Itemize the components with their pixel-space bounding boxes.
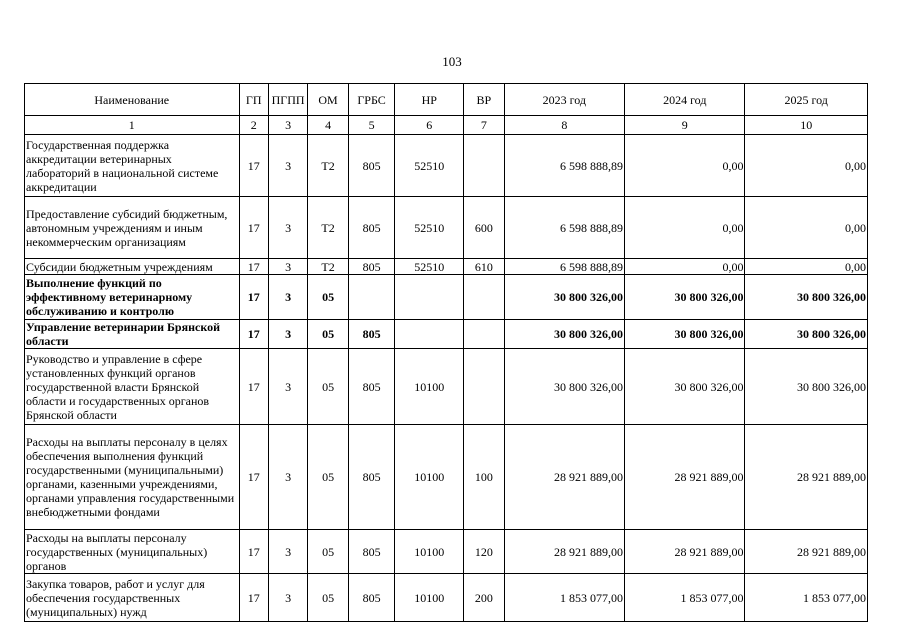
amount-2023: 6 598 888,89: [504, 135, 624, 197]
amount-2024: 30 800 326,00: [625, 320, 745, 349]
header-row: [25, 84, 868, 116]
item-name: Закупка товаров, работ и услуг для обеспечения государственных (муниципальных) нужд: [25, 574, 240, 622]
vr-code: 200: [464, 574, 504, 622]
amount-2025: 0,00: [745, 135, 868, 197]
om-code: 05: [308, 574, 348, 622]
column-number: 1: [25, 116, 240, 135]
om-code: Т2: [308, 197, 348, 259]
nr-code: 52510: [395, 197, 464, 259]
grbs-code: 805: [348, 530, 395, 574]
item-name: Управление ветеринарии Брянской области: [25, 320, 240, 349]
table-body: [25, 135, 868, 622]
amount-2025: 0,00: [745, 197, 868, 259]
header-cell: Наименование: [25, 84, 240, 116]
nr-code: 52510: [395, 135, 464, 197]
amount-2025: 30 800 326,00: [745, 275, 868, 320]
amount-2025: 1 853 077,00: [745, 574, 868, 622]
grbs-code: 805: [348, 320, 395, 349]
table-row: [25, 275, 868, 320]
header-cell: ВР: [464, 84, 504, 116]
grbs-code: 805: [348, 197, 395, 259]
om-code: 05: [308, 530, 348, 574]
table-row: [25, 574, 868, 622]
amount-2024: 0,00: [625, 197, 745, 259]
grbs-code: 805: [348, 425, 395, 530]
vr-code: [464, 320, 504, 349]
table-row: [25, 320, 868, 349]
pgp-code: 3: [268, 135, 307, 197]
column-number: 6: [395, 116, 464, 135]
gp-code: 17: [239, 259, 268, 275]
gp-code: 17: [239, 275, 268, 320]
grbs-code: 805: [348, 259, 395, 275]
budget-table: [24, 83, 868, 622]
item-name: Расходы на выплаты персоналу государственных (муниципальных) органов: [25, 530, 240, 574]
amount-2023: 6 598 888,89: [504, 197, 624, 259]
nr-code: 52510: [395, 259, 464, 275]
nr-code: 10100: [395, 425, 464, 530]
amount-2023: 6 598 888,89: [504, 259, 624, 275]
pgp-code: 3: [268, 349, 307, 425]
om-code: 05: [308, 425, 348, 530]
gp-code: 17: [239, 574, 268, 622]
vr-code: 120: [464, 530, 504, 574]
amount-2024: 28 921 889,00: [625, 425, 745, 530]
pgp-code: 3: [268, 320, 307, 349]
om-code: 05: [308, 275, 348, 320]
om-code: Т2: [308, 135, 348, 197]
amount-2023: 30 800 326,00: [504, 275, 624, 320]
amount-2025: 28 921 889,00: [745, 530, 868, 574]
item-name: Выполнение функций по эффективному ветеринарному обслуживанию и контролю: [25, 275, 240, 320]
header-cell: 2025 год: [745, 84, 868, 116]
header-cell: ГП: [239, 84, 268, 116]
item-name: Субсидии бюджетным учреждениям: [25, 259, 240, 275]
amount-2024: 0,00: [625, 259, 745, 275]
header-cell: НР: [395, 84, 464, 116]
item-name: Государственная поддержка аккредитации ветеринарных лабораторий в национальной системе аккредитации: [25, 135, 240, 197]
column-number: 10: [745, 116, 868, 135]
nr-code: 10100: [395, 349, 464, 425]
pgp-code: 3: [268, 574, 307, 622]
om-code: 05: [308, 320, 348, 349]
table-row: [25, 530, 868, 574]
amount-2025: 28 921 889,00: [745, 425, 868, 530]
amount-2024: 0,00: [625, 135, 745, 197]
header-cell: 2024 год: [625, 84, 745, 116]
vr-code: [464, 135, 504, 197]
column-number: 9: [625, 116, 745, 135]
pgp-code: 3: [268, 197, 307, 259]
column-number: 7: [464, 116, 504, 135]
vr-code: 600: [464, 197, 504, 259]
vr-code: [464, 349, 504, 425]
item-name: Расходы на выплаты персоналу в целях обеспечения выполнения функций государственными (муниципальными) органами, казенными учреждениями, органами управления государственными внебюджетными фондами: [25, 425, 240, 530]
gp-code: 17: [239, 197, 268, 259]
amount-2024: 28 921 889,00: [625, 530, 745, 574]
amount-2023: 28 921 889,00: [504, 530, 624, 574]
vr-code: 610: [464, 259, 504, 275]
gp-code: 17: [239, 530, 268, 574]
item-name: Предоставление субсидий бюджетным, автономным учреждениям и иным некоммерческим организациям: [25, 197, 240, 259]
om-code: 05: [308, 349, 348, 425]
amount-2025: 0,00: [745, 259, 868, 275]
amount-2023: 30 800 326,00: [504, 320, 624, 349]
column-number: 5: [348, 116, 395, 135]
header-cell: ПГПП: [268, 84, 307, 116]
column-number-row: [25, 116, 868, 135]
amount-2025: 30 800 326,00: [745, 320, 868, 349]
gp-code: 17: [239, 425, 268, 530]
amount-2025: 30 800 326,00: [745, 349, 868, 425]
pgp-code: 3: [268, 530, 307, 574]
column-number: 3: [268, 116, 307, 135]
vr-code: [464, 275, 504, 320]
om-code: Т2: [308, 259, 348, 275]
grbs-code: 805: [348, 135, 395, 197]
amount-2023: 28 921 889,00: [504, 425, 624, 530]
grbs-code: [348, 275, 395, 320]
table-row: [25, 259, 868, 275]
amount-2023: 1 853 077,00: [504, 574, 624, 622]
pgp-code: 3: [268, 275, 307, 320]
table-row: [25, 197, 868, 259]
nr-code: [395, 320, 464, 349]
header-cell: 2023 год: [504, 84, 624, 116]
gp-code: 17: [239, 135, 268, 197]
gp-code: 17: [239, 349, 268, 425]
page-number: 103: [442, 54, 462, 69]
amount-2024: 1 853 077,00: [625, 574, 745, 622]
header-cell: ОМ: [308, 84, 348, 116]
nr-code: [395, 275, 464, 320]
table-row: [25, 349, 868, 425]
gp-code: 17: [239, 320, 268, 349]
column-number: 2: [239, 116, 268, 135]
grbs-code: 805: [348, 349, 395, 425]
nr-code: 10100: [395, 530, 464, 574]
nr-code: 10100: [395, 574, 464, 622]
item-name: Руководство и управление в сфере установленных функций органов государственной власти Брянской области и государственных органов Брянской области: [25, 349, 240, 425]
column-number: 4: [308, 116, 348, 135]
vr-code: 100: [464, 425, 504, 530]
grbs-code: 805: [348, 574, 395, 622]
amount-2024: 30 800 326,00: [625, 275, 745, 320]
table-row: [25, 135, 868, 197]
header-cell: ГРБС: [348, 84, 395, 116]
table-row: [25, 425, 868, 530]
column-number: 8: [504, 116, 624, 135]
amount-2024: 30 800 326,00: [625, 349, 745, 425]
pgp-code: 3: [268, 425, 307, 530]
amount-2023: 30 800 326,00: [504, 349, 624, 425]
pgp-code: 3: [268, 259, 307, 275]
